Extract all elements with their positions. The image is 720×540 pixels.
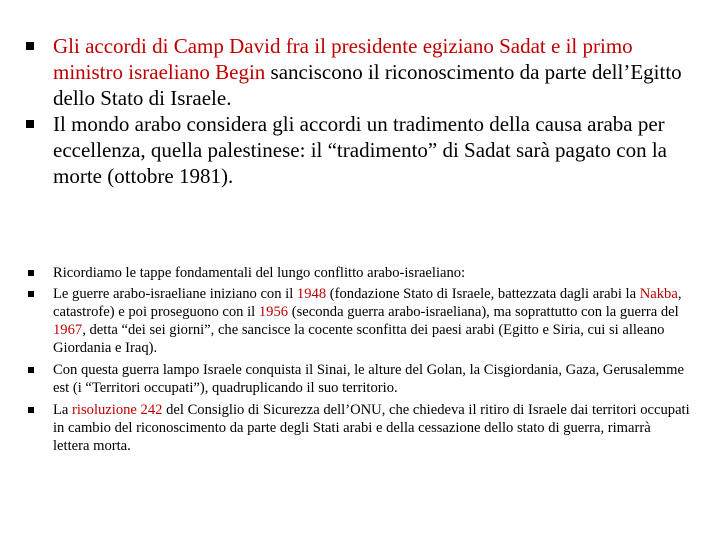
top-bullet-list — [26, 33, 690, 189]
risoluzione-242: risoluzione 242 — [72, 402, 163, 418]
bullet-guerra-lampo — [26, 361, 690, 397]
text-part: La — [53, 402, 73, 418]
text-part: (fondazione Stato di Israele, battezzata dagli arabi la — [326, 286, 640, 302]
bullet-text — [53, 285, 690, 357]
bullet-text-rest: sanciscono il riconoscimento da parte dell’Egitto dello Stato di Israele. — [53, 60, 682, 110]
bullet-tappe — [26, 264, 690, 282]
square-bullet-icon — [26, 285, 53, 297]
bullet-risoluzione — [26, 401, 690, 455]
year-1967: 1967 — [53, 322, 83, 338]
bullet-guerre — [26, 285, 690, 357]
bottom-bullet-list — [26, 264, 690, 455]
bullet-text: Con questa guerra lampo Israele conquista il Sinai, le alture del Golan, la Cisgiordania, Gaza, Gerusalemme est (i “Territori occupati”), quadruplicando il suo territorio. — [53, 362, 684, 396]
text-part: , catastrofe) e poi proseguono con il — [53, 286, 682, 320]
year-1948: 1948 — [296, 286, 327, 302]
highlight-red: Gli accordi di Camp David fra il presidente egiziano Sadat e il primo ministro israeliano Begin — [53, 34, 633, 84]
square-bullet-icon — [26, 111, 53, 128]
bullet-arab-world — [26, 111, 690, 189]
square-bullet-icon — [26, 361, 53, 373]
text-part: Le guerre arabo-israeliane iniziano con il — [53, 286, 297, 302]
bullet-camp-david — [26, 33, 690, 111]
text-part: , detta “dei sei giorni”, che sancisce la cocente sconfitta dei paesi arabi (Egitto e Siria, cui si alleano Giordania e Iraq). — [53, 322, 665, 356]
square-bullet-icon — [26, 33, 53, 50]
square-bullet-icon — [26, 264, 53, 276]
bullet-text — [53, 33, 690, 111]
bullet-text — [53, 401, 690, 455]
term-nakba: Nakba — [639, 286, 678, 302]
bullet-text: Il mondo arabo considera gli accordi un tradimento della causa araba per eccellenza, quella palestinese: il “tradimento” di Sadat sarà pagato con la morte (ottobre 1981). — [53, 112, 667, 188]
text-part: (seconda guerra arabo-israeliana), ma soprattutto con la guerra del — [288, 304, 679, 320]
square-bullet-icon — [26, 401, 53, 413]
bullet-text: Ricordiamo le tappe fondamentali del lungo conflitto arabo-israeliano: — [53, 265, 466, 281]
year-1956: 1956 — [258, 304, 289, 320]
text-part: del Consiglio di Sicurezza dell’ONU, che chiedeva il ritiro di Israele dai territori occupati in cambio del riconoscimento da parte degli Stati arabi e della cessazione dello stato di guerra, rimarrà lettera morta. — [53, 402, 690, 454]
